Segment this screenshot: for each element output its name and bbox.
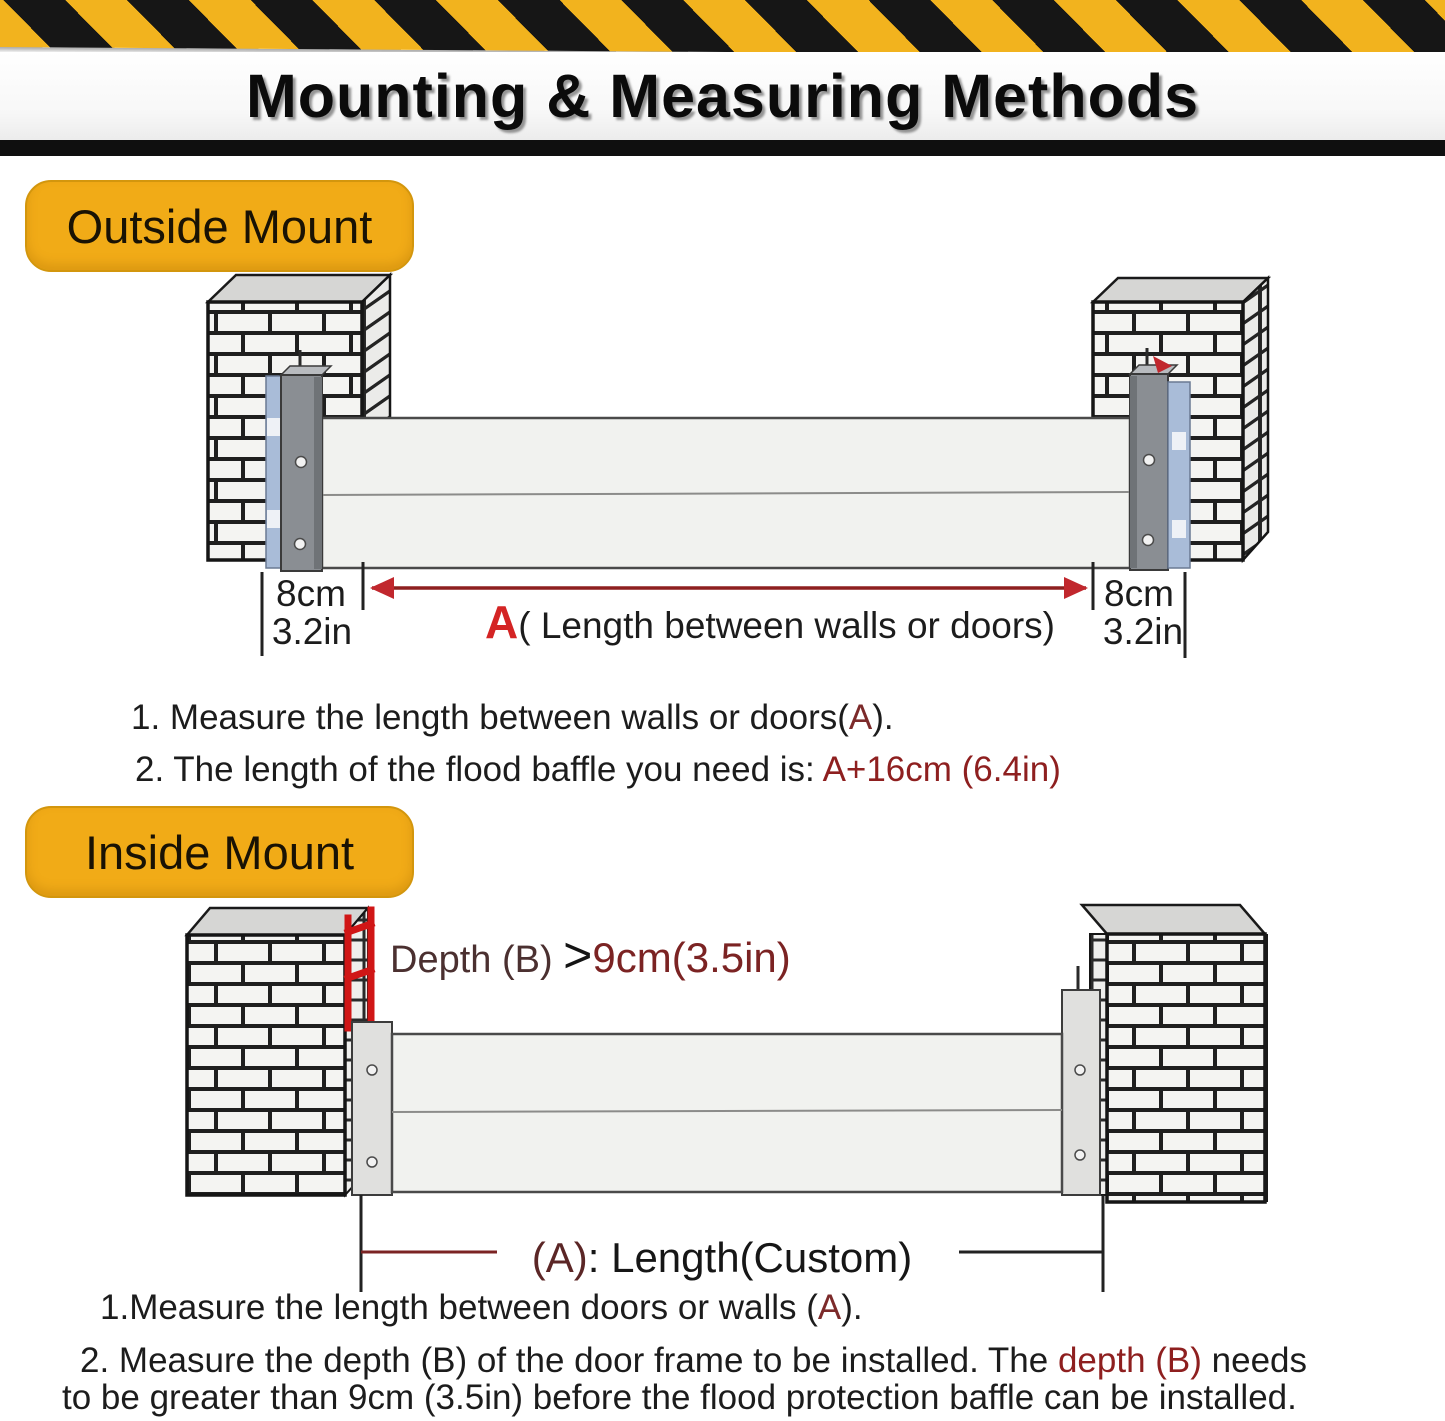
mounting-channel-left (266, 350, 331, 571)
dimension-span-a (370, 577, 1088, 648)
outside-mount-badge-label: Outside Mount (66, 199, 373, 253)
screw-hole (296, 457, 307, 468)
seal-rail-right (1168, 382, 1190, 568)
outside-instruction-2: 2. The length of the flood baffle you need is: A+16cm (6.4in) (135, 750, 1061, 789)
title-divider (0, 140, 1445, 156)
dimension-offset-right (1093, 562, 1185, 658)
outside-mount-diagram (0, 270, 1445, 680)
outside-mount-badge (25, 180, 414, 272)
inside-mount-badge-label: Inside Mount (84, 825, 355, 879)
right-brick-pillar-inside (1082, 905, 1266, 1202)
inside-channel-right (1062, 966, 1100, 1195)
offset-right-cm: 8cm (1104, 573, 1174, 614)
screw-hole (1075, 1065, 1085, 1075)
inside-instruction-3: to be greater than 9cm (3.5in) before the flood protection baffle can be installed. (62, 1378, 1297, 1417)
arrowhead-left-icon (370, 577, 394, 599)
title-bar (0, 52, 1445, 140)
hazard-tape-banner (0, 0, 1445, 57)
offset-left-inch: 3.2in (271, 611, 353, 652)
inside-channel-left (352, 1022, 392, 1195)
depth-label: Depth (B) >9cm(3.5in) (390, 927, 791, 983)
dimension-offset-left (262, 562, 363, 656)
left-brick-pillar-inside (187, 908, 368, 1195)
offset-right-inch: 3.2in (1102, 611, 1184, 652)
mounting-channel-right (1130, 348, 1190, 570)
length-custom-label: (A): Length(Custom) (531, 1234, 913, 1281)
arrowhead-right-icon (1064, 577, 1088, 599)
flood-barrier-panel-inside (392, 1034, 1062, 1192)
outside-instruction-1: 1. Measure the length between walls or doors(A). (131, 698, 894, 737)
screw-hole (295, 539, 306, 550)
dimension-length-custom (361, 1195, 1103, 1292)
screw-hole (1144, 455, 1155, 466)
offset-left-cm: 8cm (276, 573, 346, 614)
screw-hole (367, 1157, 377, 1167)
screw-hole (1075, 1150, 1085, 1160)
screw-hole (1143, 535, 1154, 546)
screw-hole (367, 1065, 377, 1075)
inside-mount-badge (25, 806, 414, 898)
inside-instruction-2: 2. Measure the depth (B) of the door frame to be installed. The depth (B) needs (80, 1341, 1308, 1380)
inside-mount-diagram (0, 900, 1445, 1300)
inside-instruction-1: 1.Measure the length between doors or walls (A). (100, 1288, 863, 1327)
page-title: Mounting & Measuring Methods (245, 62, 1200, 130)
seal-rail-left (266, 376, 282, 568)
span-a-label: A( Length between walls or doors) (484, 596, 1056, 648)
flood-barrier-panel (322, 418, 1130, 568)
